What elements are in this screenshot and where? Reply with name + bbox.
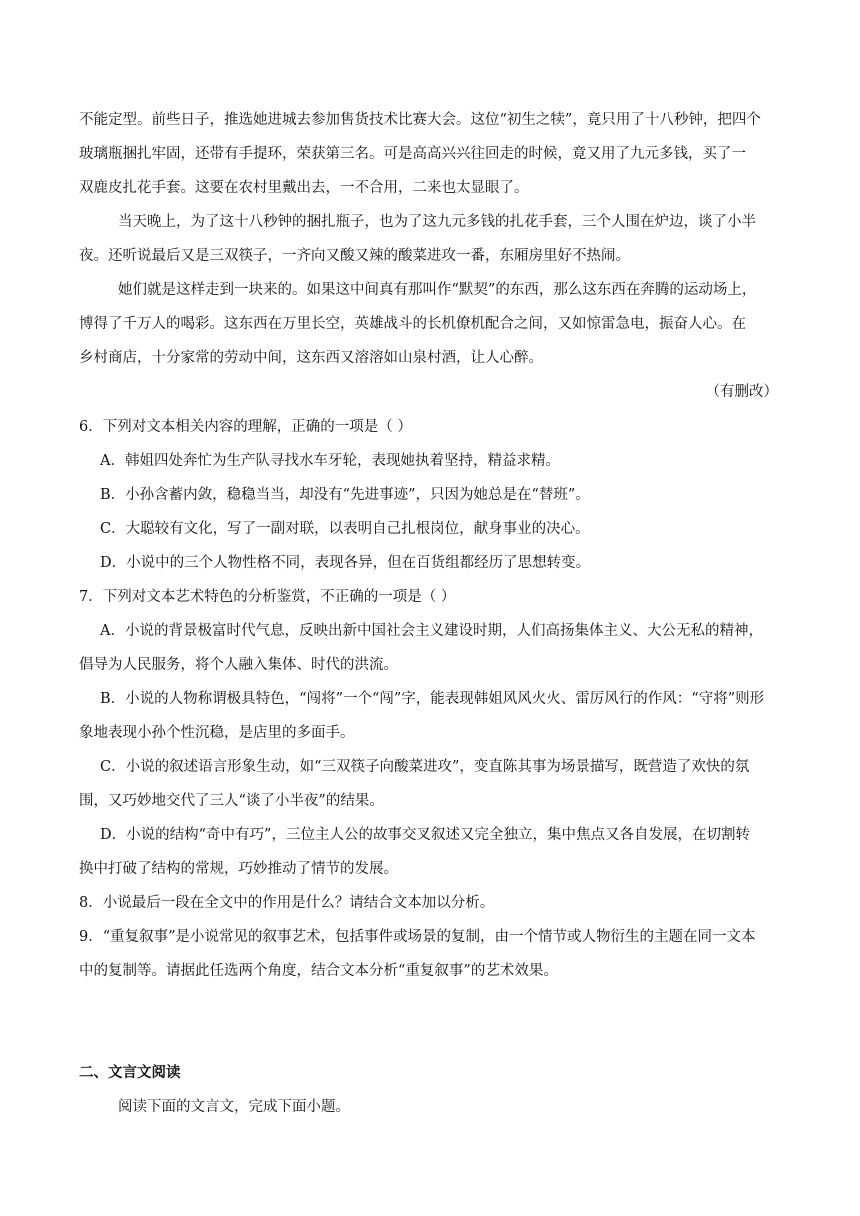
question-6-stem: 6．下列对文本相关内容的理解，正确的一项是（ ） xyxy=(79,419,412,435)
question-7-option-a-cont: 倡导为人民服务，将个人融入集体、时代的洪流。 xyxy=(79,657,398,673)
passage-line: 乡村商店，十分家常的劳动中间，这东西又溶溶如山泉村酒，让人心醉。 xyxy=(79,350,543,366)
passage-line: 玻璃瓶捆扎牢固，还带有手提环，荣获第三名。可是高高兴兴往回走的时候，竟又用了九元多钱，买了一 xyxy=(79,146,746,162)
passage-line: 不能定型。前些日子，推选她进城去参加售货技术比赛大会。这位“初生之犊”，竟只用了十八秒钟，把四个 xyxy=(79,112,761,128)
section-intro: 阅读下面的文言文，完成下面小题。 xyxy=(118,1099,350,1115)
question-9-cont: 中的复制等。请据此任选两个角度，结合文本分析“重复叙事”的艺术效果。 xyxy=(79,963,558,979)
question-7-option-a: A．小说的背景极富时代气息，反映出新中国社会主义建设时期，人们高扬集体主义、大公无私的精神， xyxy=(100,623,763,639)
question-7-option-b-cont: 象地表现小孙个性沉稳，是店里的多面手。 xyxy=(79,725,355,741)
question-8: 8．小说最后一段在全文中的作用是什么？请结合文本加以分析。 xyxy=(79,895,495,911)
question-6-option-b: B．小孙含蓄内敛，稳稳当当，却没有“先进事迹”，只因为她总是在“替班”。 xyxy=(100,487,590,503)
question-7-option-c-cont: 围，又巧妙地交代了三人“谈了小半夜”的结果。 xyxy=(79,793,384,809)
question-7-option-d: D．小说的结构“奇中有巧”，三位主人公的故事交叉叙述又完全独立，集中焦点又各自发展，在切割转 xyxy=(100,827,750,843)
passage-line: 当天晚上，为了这十八秒钟的捆扎瓶子，也为了这九元多钱的扎花手套，三个人围在炉边，谈了小半 xyxy=(118,214,756,230)
question-6-option-a: A．韩姐四处奔忙为生产队寻找水车牙轮，表现她执着坚持，精益求精。 xyxy=(100,453,560,469)
passage-line: 博得了千万人的喝彩。这东西在万里长空，英雄战斗的长机僚机配合之间，又如惊雷急电，振奋人心。在 xyxy=(79,316,746,332)
passage-line: 她们就是这样走到一块来的。如果这中间真有那叫作“默契”的东西，那么这东西在奔腾的运动场上， xyxy=(118,282,757,298)
question-9: 9．“重复叙事”是小说常见的叙事艺术，包括事件或场景的复制，由一个情节或人物衍生的主题在同一文本 xyxy=(79,929,756,945)
passage-line: 双鹿皮扎花手套。这要在农村里戴出去，一不合用，二来也太显眼了。 xyxy=(79,180,529,196)
question-6-option-d: D．小说中的三个人物性格不同，表现各异，但在百货组都经历了思想转变。 xyxy=(100,555,591,571)
question-7-stem: 7．下列对文本艺术特色的分析鉴赏，不正确的一项是（ ） xyxy=(79,589,456,605)
question-7-option-d-cont: 换中打破了结构的常规，巧妙推动了情节的发展。 xyxy=(79,861,398,877)
question-6-option-c: C．大聪较有文化，写了一副对联，以表明自己扎根岗位，献身事业的决心。 xyxy=(100,521,590,537)
source-note: （有删改） xyxy=(705,384,778,400)
passage-line: 夜。还听说最后又是三双筷子，一齐向又酸又辣的酸菜进攻一番，东厢房里好不热闹。 xyxy=(79,248,630,264)
question-7-option-b: B．小说的人物称谓极具特色，“闯将”一个“闯”字，能表现韩姐风风火火、雷厉风行的作风：“守将”则形 xyxy=(100,691,765,707)
question-7-option-c: C．小说的叙述语言形象生动，如“三双筷子向酸菜进攻”，变直陈其事为场景描写，既营造了欢快的氛 xyxy=(100,759,750,775)
section-heading: 二、文言文阅读 xyxy=(79,1064,181,1081)
